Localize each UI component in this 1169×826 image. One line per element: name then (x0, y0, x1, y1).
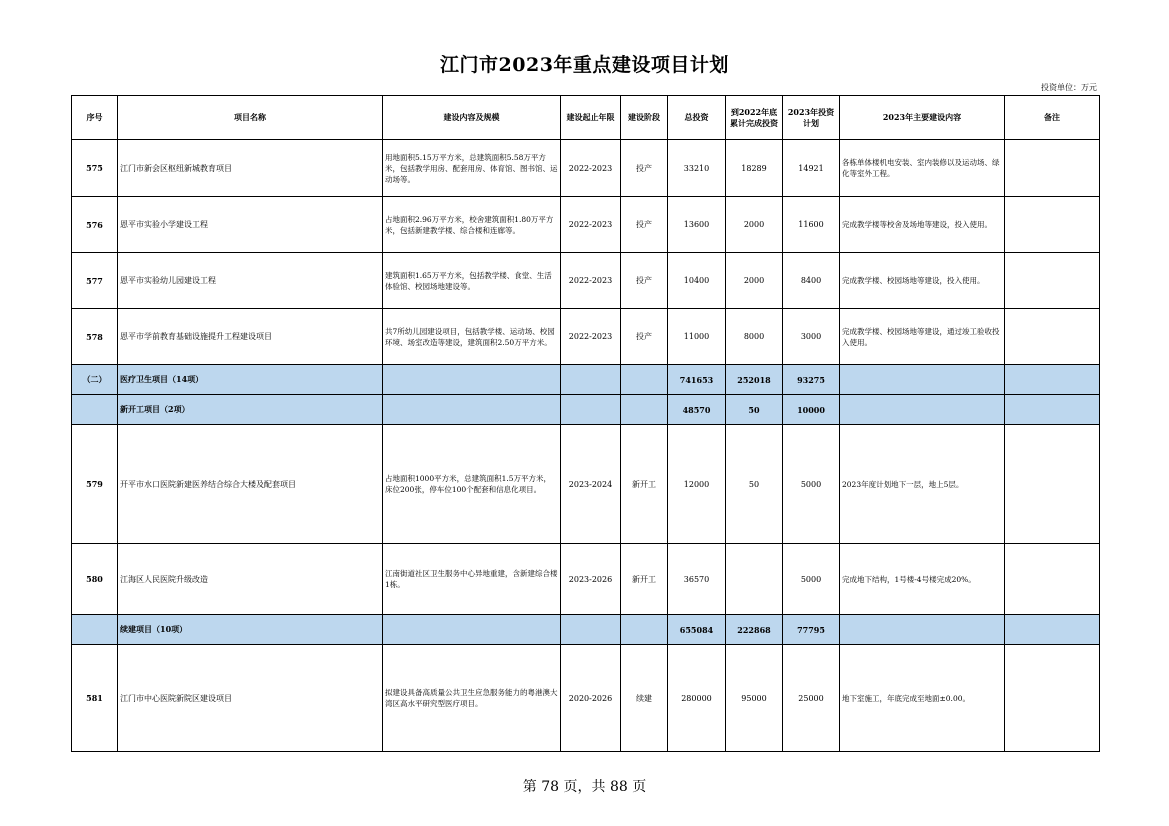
period-cell: 2022-2023 (561, 140, 621, 197)
content-cell: 江南街道社区卫生服务中心异地重建，含新建综合楼1栋。 (383, 544, 561, 615)
header-total: 总投资 (668, 96, 726, 140)
header-seq: 序号 (72, 96, 118, 140)
name-cell: 开平市水口医院新建医养结合综合大楼及配套项目 (118, 425, 383, 544)
total-cell: 280000 (668, 645, 726, 752)
content-cell: 占地面积2.96万平方米，校舍建筑面积1.80万平方米，包括新建教学楼、综合楼和连廊等。 (383, 197, 561, 253)
empty-cell (621, 365, 668, 395)
empty-cell (383, 365, 561, 395)
subcategory-plan2023: 10000 (783, 395, 840, 425)
name-cell: 恩平市实验幼儿园建设工程 (118, 253, 383, 309)
period-cell: 2022-2023 (561, 309, 621, 365)
main2023-cell: 完成地下结构，1号楼-4号楼完成20%。 (840, 544, 1005, 615)
period-cell: 2023-2026 (561, 544, 621, 615)
stage-cell: 投产 (621, 253, 668, 309)
stage-cell: 新开工 (621, 425, 668, 544)
category-seq: （二） (72, 365, 118, 395)
empty-cell (840, 395, 1005, 425)
header-stage: 建设阶段 (621, 96, 668, 140)
stage-cell: 投产 (621, 309, 668, 365)
main2023-cell: 地下室施工，年底完成至地面±0.00。 (840, 645, 1005, 752)
empty-cell (561, 615, 621, 645)
empty-cell (840, 365, 1005, 395)
project-table (71, 95, 1100, 752)
header-remark: 备注 (1005, 96, 1100, 140)
period-cell: 2022-2023 (561, 197, 621, 253)
total-cell: 36570 (668, 544, 726, 615)
seq-cell: 577 (72, 253, 118, 309)
seq-cell: 578 (72, 309, 118, 365)
plan2023-cell: 8400 (783, 253, 840, 309)
seq-cell: 580 (72, 544, 118, 615)
name-cell: 江门市新会区枢纽新城教育项目 (118, 140, 383, 197)
unit-label: 投资单位：万元 (1041, 83, 1097, 92)
remark-cell (1005, 197, 1100, 253)
total-cell: 11000 (668, 309, 726, 365)
done-cell: 2000 (726, 197, 783, 253)
header-row (72, 96, 1100, 140)
category-plan2023: 93275 (783, 365, 840, 395)
main2023-cell: 各栋单体楼机电安装、室内装修以及运动场、绿化等室外工程。 (840, 140, 1005, 197)
plan2023-cell: 5000 (783, 544, 840, 615)
subcategory-done: 50 (726, 395, 783, 425)
table-row (72, 544, 1100, 615)
empty-cell (561, 365, 621, 395)
empty-cell (383, 615, 561, 645)
seq-cell: 575 (72, 140, 118, 197)
subcategory-name: 续建项目（10项） (118, 615, 383, 645)
category-total: 741653 (668, 365, 726, 395)
category-row-medical (72, 365, 1100, 395)
content-cell: 占地面积1000平方米，总建筑面积1.5万平方米，床位200张，停车位100个配套和信息化项目。 (383, 425, 561, 544)
content-cell: 拟建设具备高质量公共卫生应急服务能力的粤港澳大湾区高水平研究型医疗项目。 (383, 645, 561, 752)
seq-cell: 576 (72, 197, 118, 253)
subcategory-row-continued (72, 615, 1100, 645)
page-title: 江门市2023年重点建设项目计划 (440, 54, 729, 76)
empty-cell (72, 615, 118, 645)
remark-cell (1005, 309, 1100, 365)
seq-cell: 581 (72, 645, 118, 752)
remark-cell (1005, 544, 1100, 615)
total-cell: 13600 (668, 197, 726, 253)
empty-cell (621, 395, 668, 425)
plan2023-cell: 5000 (783, 425, 840, 544)
table-row (72, 253, 1100, 309)
subcategory-name: 新开工项目（2项） (118, 395, 383, 425)
category-done: 252018 (726, 365, 783, 395)
header-plan2023: 2023年投资计划 (783, 96, 840, 140)
plan2023-cell: 14921 (783, 140, 840, 197)
remark-cell (1005, 425, 1100, 544)
name-cell: 江门市中心医院新院区建设项目 (118, 645, 383, 752)
empty-cell (840, 615, 1005, 645)
done-cell: 18289 (726, 140, 783, 197)
remark-cell (1005, 253, 1100, 309)
subcategory-row-new (72, 395, 1100, 425)
main2023-cell: 完成教学楼、校园场地等建设，通过竣工验收投入使用。 (840, 309, 1005, 365)
subcategory-done: 222868 (726, 615, 783, 645)
subcategory-total: 48570 (668, 395, 726, 425)
stage-cell: 投产 (621, 197, 668, 253)
subcategory-total: 655084 (668, 615, 726, 645)
done-cell (726, 544, 783, 615)
content-cell: 用地面积5.15万平方米，总建筑面积5.58万平方米，包括教学用房、配套用房、体育馆、图书馆、运动场等。 (383, 140, 561, 197)
done-cell: 50 (726, 425, 783, 544)
period-cell: 2023-2024 (561, 425, 621, 544)
name-cell: 江海区人民医院升级改造 (118, 544, 383, 615)
empty-cell (1005, 365, 1100, 395)
header-main2023: 2023年主要建设内容 (840, 96, 1005, 140)
table-row (72, 309, 1100, 365)
done-cell: 8000 (726, 309, 783, 365)
stage-cell: 投产 (621, 140, 668, 197)
stage-cell: 续建 (621, 645, 668, 752)
total-cell: 33210 (668, 140, 726, 197)
empty-cell (383, 395, 561, 425)
table-row (72, 425, 1100, 544)
total-cell: 10400 (668, 253, 726, 309)
empty-cell (1005, 615, 1100, 645)
total-cell: 12000 (668, 425, 726, 544)
plan2023-cell: 11600 (783, 197, 840, 253)
table-row (72, 197, 1100, 253)
plan2023-cell: 3000 (783, 309, 840, 365)
main2023-cell: 完成教学楼、校园场地等建设，投入使用。 (840, 253, 1005, 309)
done-cell: 95000 (726, 645, 783, 752)
main2023-cell: 2023年度计划地下一层，地上5层。 (840, 425, 1005, 544)
plan2023-cell: 25000 (783, 645, 840, 752)
main2023-cell: 完成教学楼等校舍及场地等建设，投入使用。 (840, 197, 1005, 253)
period-cell: 2020-2026 (561, 645, 621, 752)
table-row (72, 140, 1100, 197)
name-cell: 恩平市实验小学建设工程 (118, 197, 383, 253)
header-content: 建设内容及规模 (383, 96, 561, 140)
header-done: 到2022年底累计完成投资 (726, 96, 783, 140)
stage-cell: 新开工 (621, 544, 668, 615)
name-cell: 恩平市学前教育基础设施提升工程建设项目 (118, 309, 383, 365)
empty-cell (561, 395, 621, 425)
content-cell: 共7所幼儿园建设项目，包括教学楼、运动场、校园环境、场室改造等建设，建筑面积2.50万平方米。 (383, 309, 561, 365)
page-footer: 第 78 页，共 88 页 (522, 779, 647, 795)
empty-cell (1005, 395, 1100, 425)
header-period: 建设起止年限 (561, 96, 621, 140)
seq-cell: 579 (72, 425, 118, 544)
empty-cell (621, 615, 668, 645)
period-cell: 2022-2023 (561, 253, 621, 309)
subcategory-plan2023: 77795 (783, 615, 840, 645)
table-row (72, 645, 1100, 752)
done-cell: 2000 (726, 253, 783, 309)
empty-cell (72, 395, 118, 425)
remark-cell (1005, 140, 1100, 197)
content-cell: 建筑面积1.65万平方米，包括教学楼、食堂、生活体验馆、校园场地建设等。 (383, 253, 561, 309)
header-name: 项目名称 (118, 96, 383, 140)
remark-cell (1005, 645, 1100, 752)
category-name: 医疗卫生项目（14项） (118, 365, 383, 395)
